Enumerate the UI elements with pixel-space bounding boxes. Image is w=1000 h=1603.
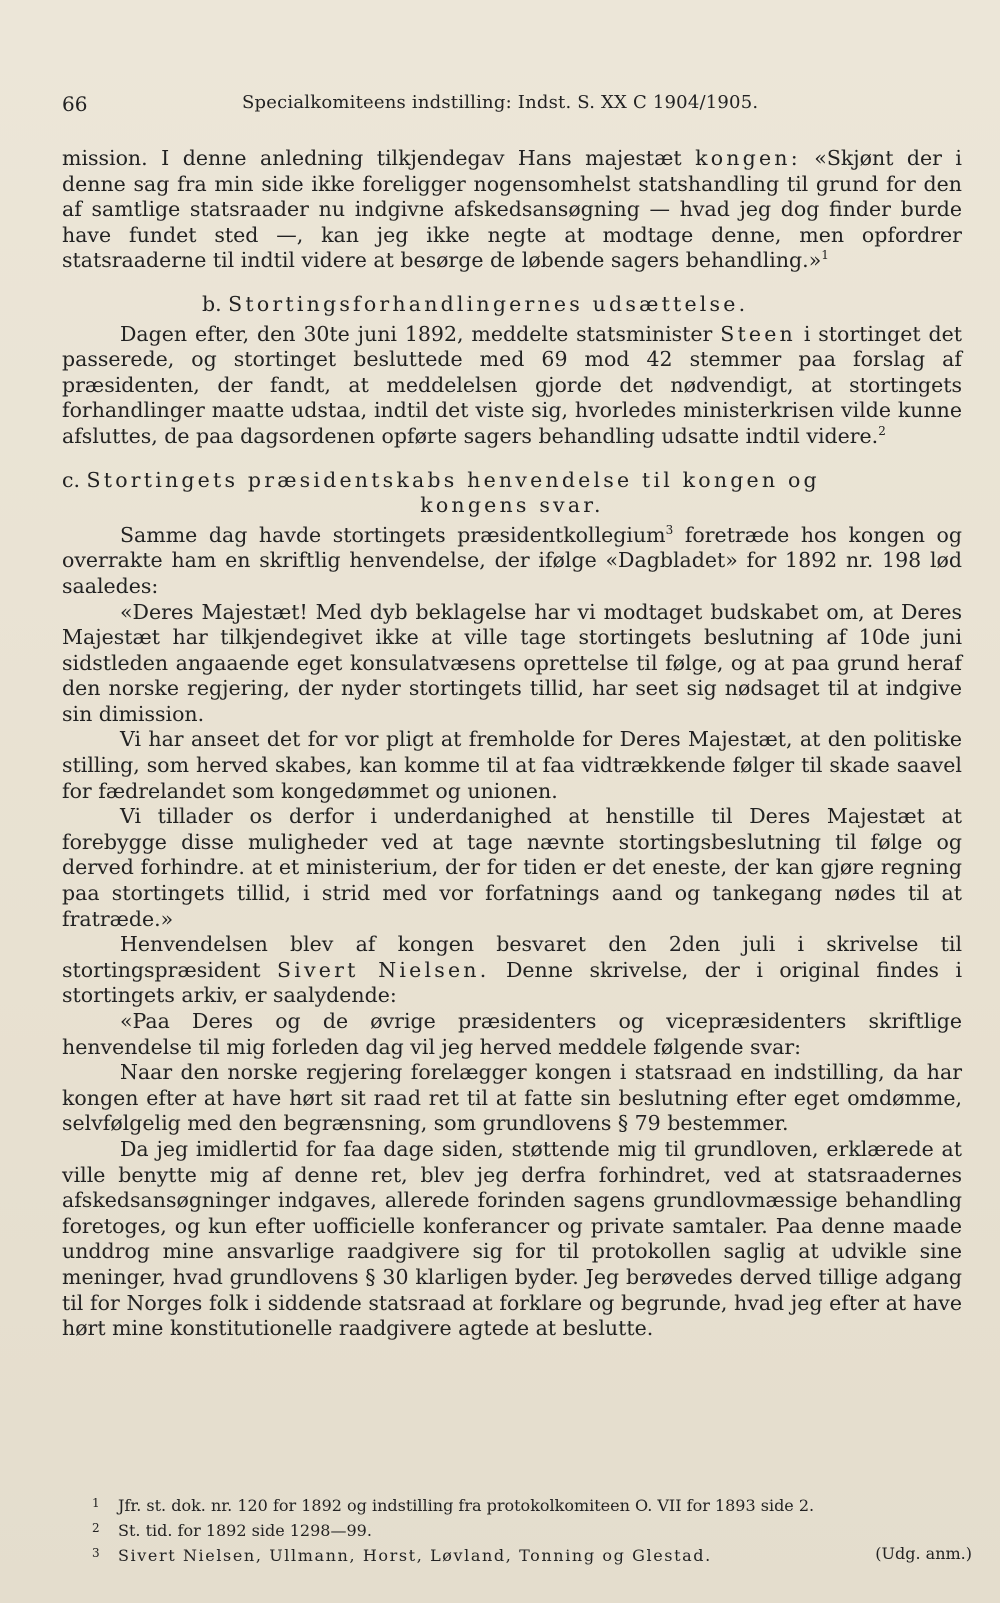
heading-c-line1: Stortingets præsidentskabs henvendelse til kongen og — [86, 467, 820, 492]
paragraph-5: Vi har anseet det for vor pligt at fremholde for Deres Majestæt, at den politiske stilling, som herved skabes, kan komme til at faa vidtrækkende følger til skade saavel for fædrelandet som kongedømmet og unionen. — [62, 727, 962, 803]
spaced-word-kongen: kongen: — [695, 146, 801, 170]
paragraph-2-text-b: i stortinget det passerede, og stortinget besluttede med 69 mod 42 stemmer paa forslag af præsidenten, der fandt, at meddelelsen gjorde det nødvendigt, at stortingets forhandlinger maatte udstaa, indtil det viste sig, hvorledes ministerkrisen vilde kunne afsluttes, de paa dagsordenen opførte sagers behandling udsatte indtil videre. — [62, 321, 962, 448]
paragraph-7 — [62, 932, 962, 1009]
heading-c-line2: kongens svar. — [420, 493, 604, 518]
heading-b-text: Stortingsforhandlingernes udsættelse. — [228, 291, 749, 316]
footnote-2-number: 2 — [92, 1521, 100, 1535]
page-header — [62, 92, 940, 116]
paragraph-7-text-b: Denne skrivelse, der i original findes i stortingets arkiv, er saalydende: — [62, 957, 962, 1008]
paragraph-1-text-a: mission. I denne anledning tilkjendegav Hans majestæt — [62, 146, 696, 170]
paragraph-2-text-a: Dagen efter, den 30te juni 1892, meddelte statsminister — [120, 321, 721, 346]
footnote-ref-1: 1 — [821, 248, 829, 263]
paragraph-8: «Paa Deres og de øvrige præsidenters og vicepræsidenters skriftlige henvendelse til mig forleden dag vil jeg herved meddele følgende svar: — [62, 1009, 962, 1059]
paragraph-9: Naar den norske regjering forelægger kongen i statsraad en indstilling, da har kongen efter at have hørt sit raad ret til at fatte sin beslutning efter eget omdømme, selvfølgelig med den begrænsning, som grundlovens § 79 bestemmer. — [62, 1060, 962, 1136]
body-text — [62, 146, 962, 1342]
footnote-1 — [92, 1492, 972, 1517]
paragraph-3 — [62, 523, 962, 600]
paragraph-3-text-a: Samme dag havde stortingets præsidentkollegium — [120, 522, 666, 547]
paragraph-6: Vi tillader os derfor i underdanighed at henstille til Deres Majestæt at forebygge disse muligheder ved at tage nævnte stortingsbeslutning til følge og derved forhindre. at et ministerium, der for tiden er det eneste, der kan gjøre regning paa stortingets tillid, i strid med vor forfatnings aand og tankegang nødes til at fratræde.» — [62, 804, 962, 931]
paragraph-3-text-b: foretræde hos kongen og overrakte ham en skriftlig henvendelse, der ifølge «Dagbladet» for 1892 nr. 198 lød saaledes: — [62, 522, 962, 598]
paragraph-7-text-a: Henvendelsen blev af kongen besvaret den 2den juli i skrivelse til stortingspræsident — [62, 932, 962, 982]
paragraph-2 — [62, 322, 962, 450]
footnote-2 — [92, 1517, 972, 1542]
footnotes — [92, 1492, 972, 1567]
spaced-name-steen: Steen — [720, 321, 796, 346]
footnote-1-number: 1 — [92, 1496, 100, 1510]
paragraph-1-text-b: «Skjønt der i denne sag fra min side ikke foreligger nogensomhelst statshandling til grund for den af samtlige statsraader nu indgivne afskedsansøgning — hvad jeg dog finder burde have fundet sted —, kan jeg ikke negte at modtage denne, men opfordrer statsraaderne til indtil videre at besørge de løbende sagers behandling.» — [62, 146, 962, 273]
footnote-3-text: Sivert Nielsen, Ullmann, Horst, Løvland, Tonning og Glestad. — [118, 1546, 712, 1565]
footnote-3 — [92, 1542, 972, 1567]
spaced-name-sivert-nielsen: Sivert Nielsen. — [277, 957, 490, 982]
footnote-2-text: St. tid. for 1892 side 1298—99. — [118, 1521, 372, 1540]
running-title: Specialkomiteens indstilling: Indst. S. XX C 1904/1905. — [242, 92, 759, 113]
editor-note: (Udg. anm.) — [875, 1544, 972, 1563]
footnote-ref-2: 2 — [878, 424, 886, 439]
section-heading-b — [62, 292, 962, 318]
page-number: 66 — [62, 92, 88, 116]
section-heading-c — [62, 468, 962, 519]
footnote-3-number: 3 — [92, 1546, 100, 1560]
paragraph-10: Da jeg imidlertid for faa dage siden, støttende mig til grundloven, erklærede at ville benytte mig af denne ret, blev jeg derfra forhindret, ved at statsraadernes afskedsansøgninger indgaves, allerede forinden sagens grundlovmæssige behandling foretoges, og kun efter uofficielle konferancer og private samtaler. Paa denne maade unddrog mine ansvarlige raadgivere sig for til protokollen saglig at udvikle sine meninger, hvad grundlovens § 30 klarligen byder. Jeg berøvedes derved tillige adgang til for Norges folk i siddende statsraad at forklare og begrunde, hvad jeg efter at have hørt mine konstitutionelle raadgivere agtede at beslutte. — [62, 1136, 962, 1341]
paragraph-1 — [62, 146, 962, 274]
heading-b-letter: b. — [202, 291, 222, 316]
heading-c-letter: c. — [62, 467, 80, 492]
footnote-ref-3: 3 — [665, 522, 674, 537]
paragraph-4: «Deres Majestæt! Med dyb beklagelse har vi modtaget budskabet om, at Deres Majestæt har tilkjendegivet ikke at ville tage stortingets beslutning af 10de juni sidstleden angaaende eget konsulatvæsens oprettelse til følge, og at paa grund heraf den norske regjering, der nyder stortingets tillid, har seet sig nødsaget til at indgive sin dimission. — [62, 599, 962, 726]
footnote-1-text: Jfr. st. dok. nr. 120 for 1892 og indstilling fra protokolkomiteen O. VII for 1893 side 2. — [118, 1496, 815, 1515]
